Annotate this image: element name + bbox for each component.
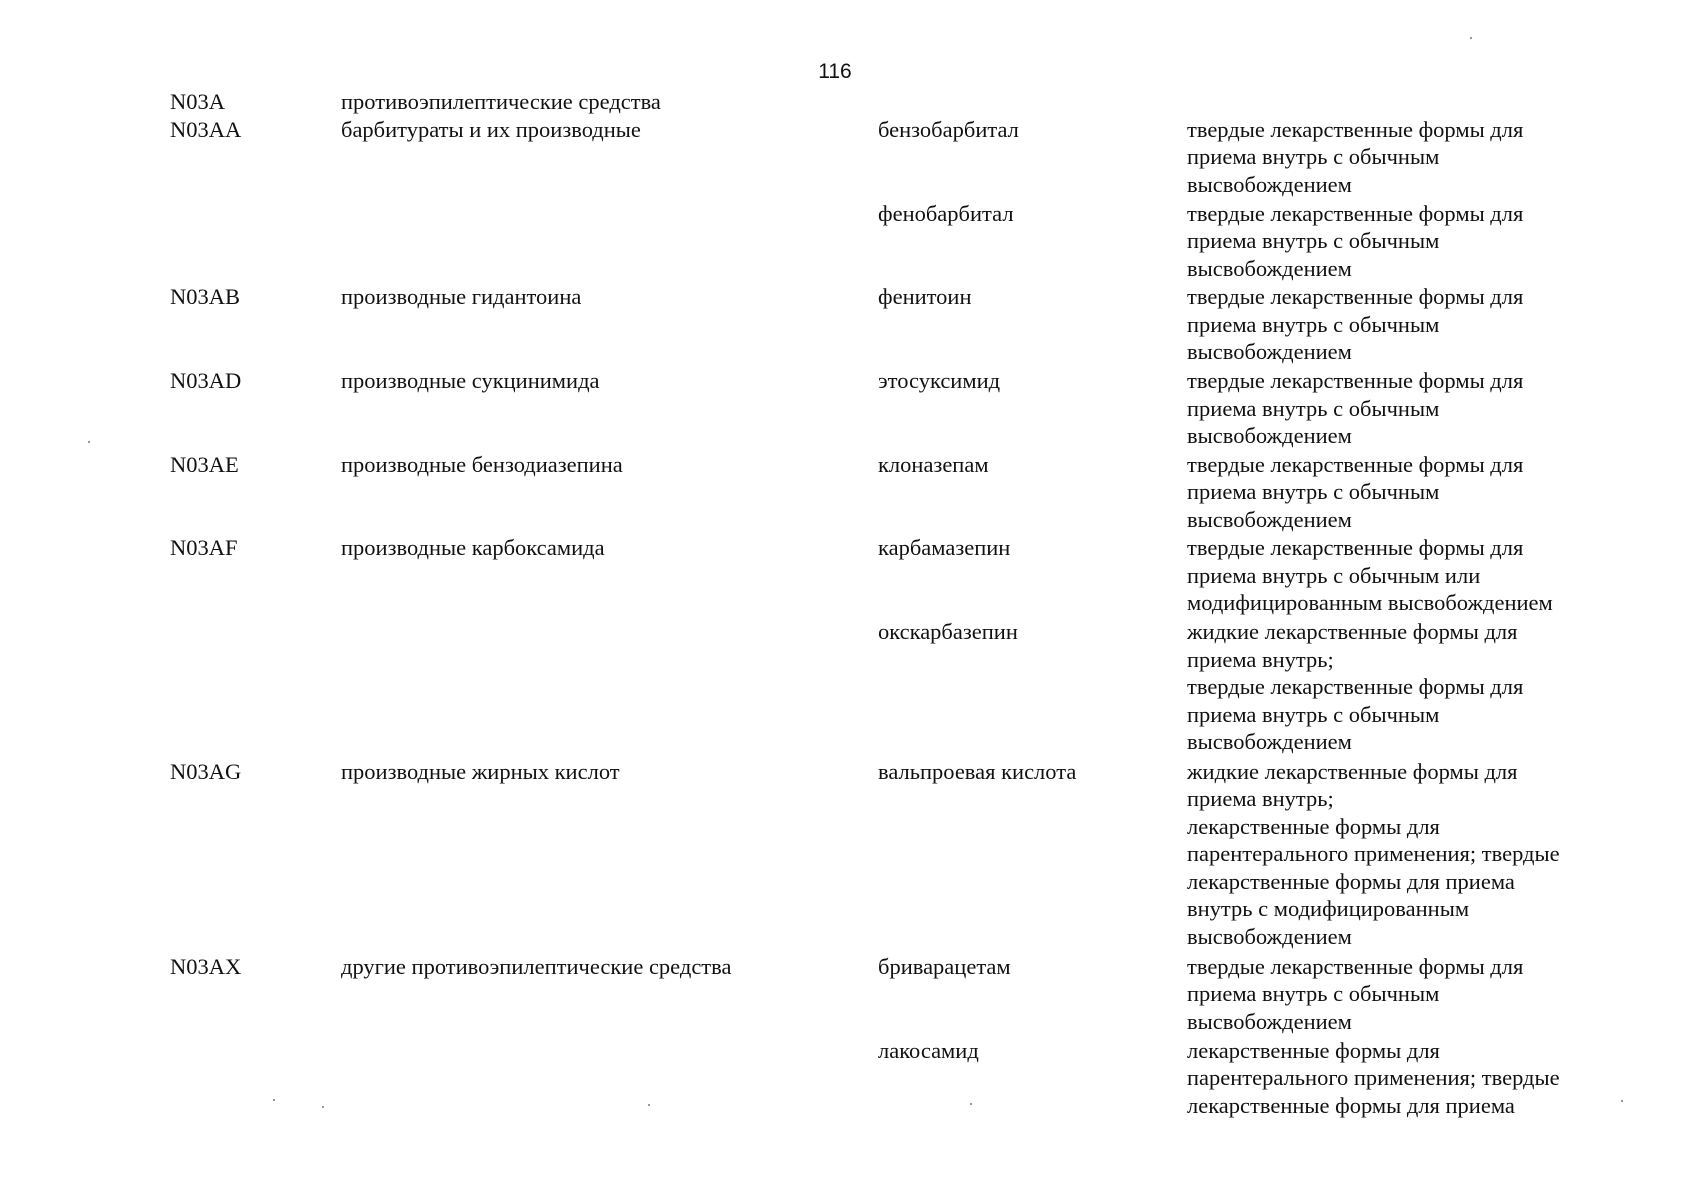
scan-speck: [88, 441, 90, 443]
drug-name: лакосамид: [878, 1037, 979, 1063]
anatomical-therapeutic-group: другие противоэпилептические средства: [341, 953, 732, 979]
dosage-form-line: твердые лекарственные формы для: [1187, 116, 1524, 142]
dosage-form-line: приема внутрь с обычным или: [1187, 562, 1481, 588]
dosage-form-line: высвобождением: [1187, 729, 1352, 755]
atc-code: N03A: [170, 89, 225, 114]
dosage-form: [1187, 758, 1607, 951]
scan-speck: [273, 1099, 275, 1101]
dosage-form: [1187, 953, 1607, 1036]
drug-name: фенобарбитал: [878, 200, 1014, 226]
dosage-form-line: приема внутрь с обычным: [1187, 981, 1440, 1007]
drug-name: бензобарбитал: [878, 116, 1019, 142]
dosage-form-line: лекарственные формы для приема: [1187, 868, 1515, 894]
dosage-form-line: твердые лекарственные формы для: [1187, 368, 1524, 393]
scan-speck: [1470, 37, 1472, 39]
dosage-form: [1187, 1037, 1607, 1120]
dosage-form-line: твердые лекарственные формы для: [1187, 535, 1524, 561]
dosage-form: [1187, 534, 1607, 617]
anatomical-therapeutic-group: производные карбоксамида: [341, 535, 605, 561]
dosage-form-line: приема внутрь с обычным: [1187, 311, 1440, 337]
dosage-form-line: приема внутрь с обычным: [1187, 395, 1440, 421]
dosage-form-line: жидкие лекарственные формы для: [1187, 619, 1518, 645]
dosage-form-line: высвобождением: [1187, 923, 1352, 949]
dosage-form: [1187, 618, 1607, 756]
dosage-form: [1187, 116, 1607, 199]
dosage-form-line: приема внутрь;: [1187, 786, 1334, 812]
drug-name: бриварацетам: [878, 953, 1011, 979]
dosage-form-line: твердые лекарственные формы для: [1187, 451, 1524, 477]
atc-code: N03AG: [170, 758, 242, 784]
dosage-form-line: твердые лекарственные формы для: [1187, 284, 1524, 310]
drug-name: карбамазепин: [878, 535, 1011, 561]
dosage-form-line: лекарственные формы для приема: [1187, 1092, 1515, 1118]
scan-speck: [648, 1104, 650, 1106]
dosage-form: [1187, 200, 1607, 283]
scan-speck: [1621, 1100, 1623, 1102]
anatomical-therapeutic-group: производные сукцинимида: [341, 368, 600, 393]
drug-name: фенитоин: [878, 284, 972, 310]
dosage-form-line: твердые лекарственные формы для: [1187, 674, 1524, 700]
dosage-form-line: высвобождением: [1187, 1008, 1352, 1034]
anatomical-therapeutic-group: производные жирных кислот: [341, 758, 620, 784]
dosage-form-line: лекарственные формы для: [1187, 813, 1440, 839]
dosage-form-line: высвобождением: [1187, 255, 1352, 281]
dosage-form-line: приема внутрь с обычным: [1187, 144, 1440, 170]
dosage-form-line: лекарственные формы для: [1187, 1037, 1440, 1063]
atc-code: N03AE: [170, 451, 239, 477]
dosage-form: [1187, 283, 1607, 366]
dosage-form-line: твердые лекарственные формы для: [1187, 200, 1524, 226]
dosage-form-line: модифицированным высвобождением: [1187, 590, 1553, 616]
anatomical-therapeutic-group: барбитураты и их производные: [341, 116, 641, 142]
dosage-form-line: твердые лекарственные формы для: [1187, 953, 1524, 979]
atc-code: N03AX: [170, 953, 242, 979]
scan-speck: [970, 1103, 972, 1105]
atc-code: N03AB: [170, 284, 241, 310]
dosage-form-line: высвобождением: [1187, 339, 1352, 365]
dosage-form-line: приема внутрь с обычным: [1187, 228, 1440, 254]
dosage-form-line: приема внутрь с обычным: [1187, 479, 1440, 505]
anatomical-therapeutic-group: производные бензодиазепина: [341, 451, 623, 477]
page-number: 116: [818, 60, 852, 83]
dosage-form: [1187, 367, 1607, 450]
dosage-form-line: жидкие лекарственные формы для: [1187, 758, 1518, 784]
drug-name: вальпроевая кислота: [878, 758, 1077, 784]
dosage-form-line: высвобождением: [1187, 171, 1352, 197]
dosage-form-line: парентерального применения; твердые: [1187, 1065, 1560, 1091]
dosage-form-line: высвобождением: [1187, 423, 1352, 448]
atc-code: N03AD: [170, 368, 242, 393]
dosage-form-line: внутрь с модифицированным: [1187, 896, 1470, 922]
anatomical-therapeutic-group: производные гидантоина: [341, 284, 582, 310]
drug-name: этосуксимид: [878, 368, 1001, 393]
dosage-form-line: парентерального применения; твердые: [1187, 841, 1560, 867]
dosage-form: [1187, 451, 1607, 534]
atc-code: N03AA: [170, 116, 242, 142]
dosage-form-line: высвобождением: [1187, 506, 1352, 532]
dosage-form-line: приема внутрь с обычным: [1187, 701, 1440, 727]
drug-name: окскарбазепин: [878, 619, 1018, 645]
atc-code: N03AF: [170, 535, 238, 561]
anatomical-therapeutic-group: противоэпилептические средства: [341, 89, 661, 114]
drug-name: клоназепам: [878, 451, 989, 477]
dosage-form-line: приема внутрь;: [1187, 646, 1334, 672]
scan-speck: [322, 1106, 324, 1108]
